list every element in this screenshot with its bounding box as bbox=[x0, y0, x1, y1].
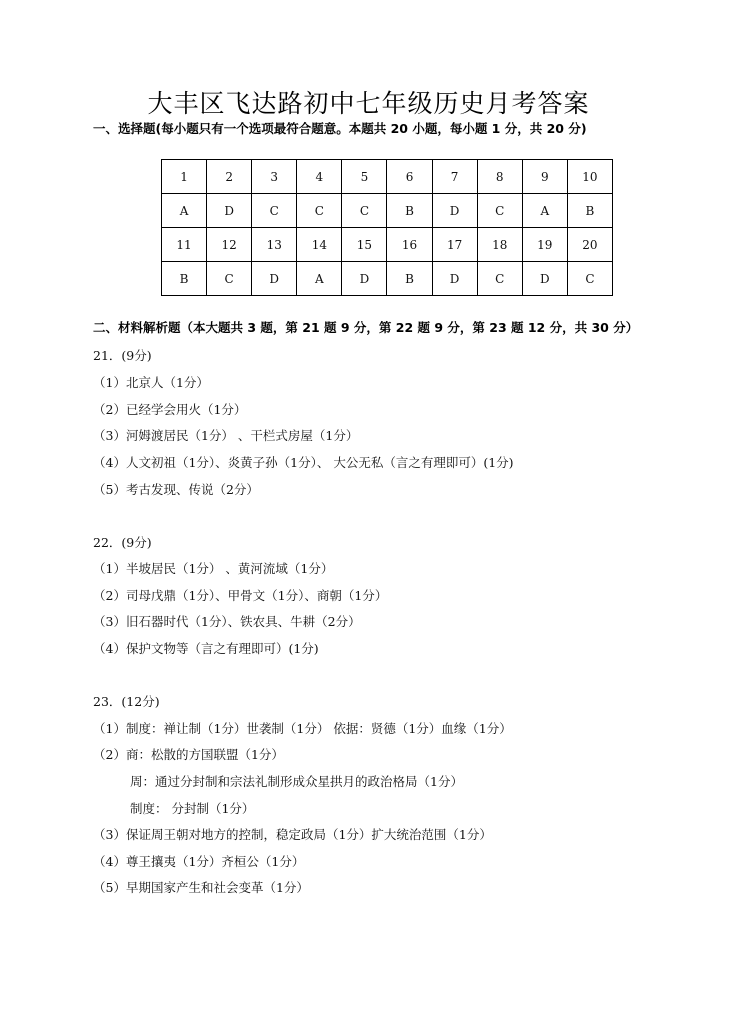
answer-line: 周：通过分封制和宗法礼制形成众星拱月的政治格局（1分） bbox=[130, 774, 463, 789]
answer-line: （2）司母戊鼎（1分）、甲骨文（1分）、商朝（1分） bbox=[93, 588, 388, 603]
table-cell: C bbox=[477, 194, 522, 228]
table-cell: 12 bbox=[207, 228, 252, 262]
answer-line: （4）保护文物等（言之有理即可）(1分) bbox=[93, 641, 319, 656]
table-row bbox=[162, 194, 613, 228]
question-21-label: 21．(9分) bbox=[93, 348, 152, 363]
table-row bbox=[162, 262, 613, 296]
table-cell: 13 bbox=[252, 228, 297, 262]
table-cell: 18 bbox=[477, 228, 522, 262]
table-cell: 8 bbox=[477, 160, 522, 194]
table-cell: 14 bbox=[297, 228, 342, 262]
table-cell: A bbox=[522, 194, 567, 228]
table-cell: 4 bbox=[297, 160, 342, 194]
page-title: 大丰区飞达路初中七年级历史月考答案 bbox=[147, 89, 590, 118]
answer-line: （3）旧石器时代（1分）、铁农具、牛耕（2分） bbox=[93, 614, 361, 629]
answer-line: （4）人文初祖（1分）、炎黄子孙（1分）、 大公无私（言之有理即可）(1分) bbox=[93, 455, 514, 470]
question-23-label: 23．(12分) bbox=[93, 694, 160, 709]
table-cell: B bbox=[567, 194, 612, 228]
table-cell: D bbox=[522, 262, 567, 296]
table-cell: C bbox=[297, 194, 342, 228]
answer-line: （1）制度：禅让制（1分）世袭制（1分） 依据：贤德（1分）血缘（1分） bbox=[93, 721, 512, 736]
table-cell: 3 bbox=[252, 160, 297, 194]
table-cell: C bbox=[207, 262, 252, 296]
table-cell: A bbox=[162, 194, 207, 228]
answer-line: （5）早期国家产生和社会变革（1分） bbox=[93, 880, 309, 895]
table-cell: B bbox=[162, 262, 207, 296]
table-cell: 19 bbox=[522, 228, 567, 262]
table-cell: D bbox=[432, 262, 477, 296]
table-cell: 10 bbox=[567, 160, 612, 194]
table-cell: A bbox=[297, 262, 342, 296]
table-cell: D bbox=[207, 194, 252, 228]
table-cell: 17 bbox=[432, 228, 477, 262]
answer-line: （2）商：松散的方国联盟（1分） bbox=[93, 747, 284, 762]
table-cell: 5 bbox=[342, 160, 387, 194]
table-cell: 2 bbox=[207, 160, 252, 194]
table-row bbox=[162, 160, 613, 194]
table-cell: 7 bbox=[432, 160, 477, 194]
table-cell: 11 bbox=[162, 228, 207, 262]
answer-line: （3）河姆渡居民（1分） 、干栏式房屋（1分） bbox=[93, 428, 359, 443]
table-cell: D bbox=[342, 262, 387, 296]
table-cell: C bbox=[567, 262, 612, 296]
answer-line: （4）尊王攘夷（1分）齐桓公（1分） bbox=[93, 854, 305, 869]
table-cell: 9 bbox=[522, 160, 567, 194]
table-cell: 6 bbox=[387, 160, 432, 194]
table-cell: D bbox=[432, 194, 477, 228]
table-cell: C bbox=[342, 194, 387, 228]
table-row bbox=[162, 228, 613, 262]
table-cell: C bbox=[477, 262, 522, 296]
answer-line: （1）北京人（1分） bbox=[93, 375, 209, 390]
table-cell: D bbox=[252, 262, 297, 296]
table-cell: 20 bbox=[567, 228, 612, 262]
section-1-heading: 一、选择题(每小题只有一个选项最符合题意。本题共 20 小题，每小题 1 分，共 20 分) bbox=[93, 121, 587, 136]
table-cell: B bbox=[387, 262, 432, 296]
answer-line: （5）考古发现、传说（2分） bbox=[93, 482, 259, 497]
section-2-heading: 二、材料解析题（本大题共 3 题，第 21 题 9 分，第 22 题 9 分，第 23 题 12 分，共 30 分） bbox=[93, 320, 639, 335]
answer-line: （1）半坡居民（1分） 、黄河流域（1分） bbox=[93, 561, 334, 576]
table-cell: B bbox=[387, 194, 432, 228]
question-22-label: 22．(9分) bbox=[93, 535, 152, 550]
answer-line: （3）保证周王朝对地方的控制，稳定政局（1分）扩大统治范围（1分） bbox=[93, 827, 492, 842]
table-cell: 1 bbox=[162, 160, 207, 194]
table-cell: 16 bbox=[387, 228, 432, 262]
answer-line: （2）已经学会用火（1分） bbox=[93, 402, 247, 417]
answer-line: 制度： 分封制（1分） bbox=[130, 801, 255, 816]
table-cell: 15 bbox=[342, 228, 387, 262]
table-cell: C bbox=[252, 194, 297, 228]
answer-table bbox=[161, 159, 613, 296]
